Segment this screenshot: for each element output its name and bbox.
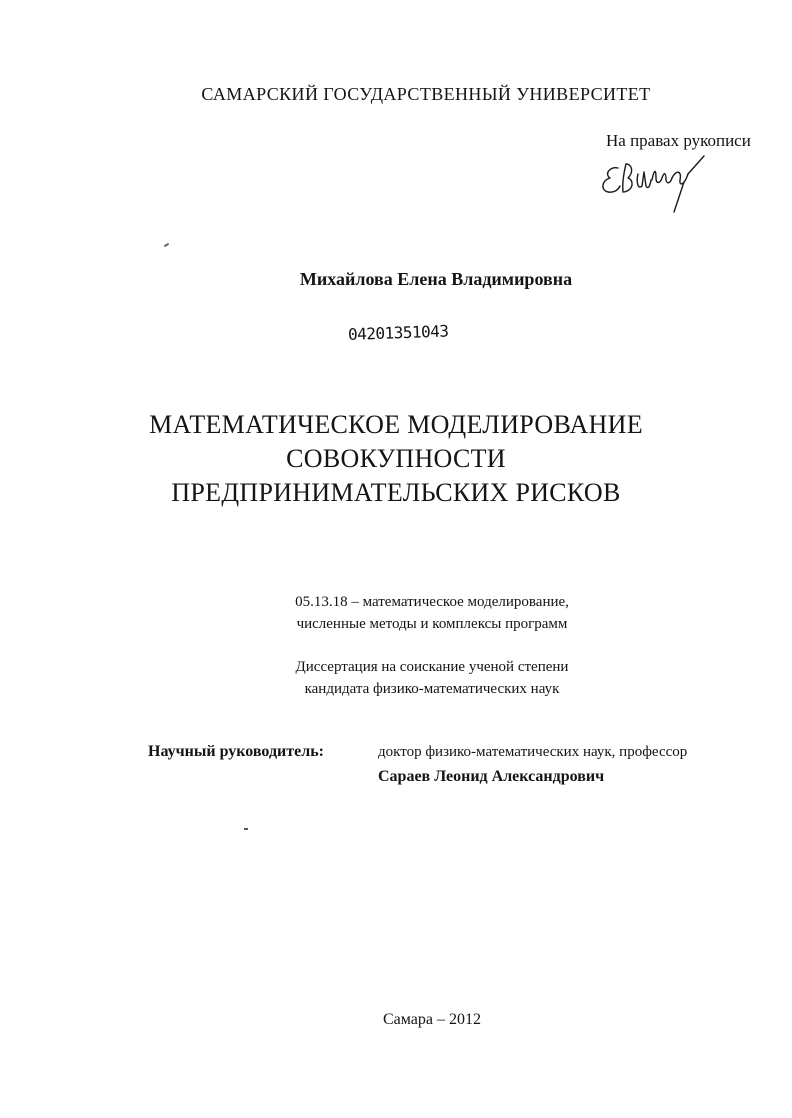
specialty-line: 05.13.18 – математическое моделирование,: [295, 594, 569, 610]
specialty-block: [36, 591, 792, 635]
scan-speck: [164, 243, 169, 247]
title-line: МАТЕМАТИЧЕСКОЕ МОДЕЛИРОВАНИЕ: [149, 410, 643, 439]
handwritten-signature-icon: [596, 150, 716, 220]
degree-block: [36, 656, 792, 700]
registration-code: 04201351043: [347, 321, 449, 344]
title-line: СОВОКУПНОСТИ: [286, 444, 506, 473]
degree-line: кандидата физико-математических наук: [304, 681, 560, 697]
rights-note: На правах рукописи: [606, 131, 751, 150]
university-name: САМАРСКИЙ ГОСУДАРСТВЕННЫЙ УНИВЕРСИТЕТ: [201, 84, 651, 104]
supervisor-title: доктор физико-математических наук, профессор: [378, 744, 688, 760]
place-year: Самара – 2012: [383, 1011, 481, 1028]
scan-speck: [244, 828, 248, 830]
supervisor-label: Научный руководитель:: [148, 743, 324, 760]
dissertation-title: [0, 408, 792, 510]
supervisor-name: Сараев Леонид Александрович: [378, 768, 605, 785]
degree-line: Диссертация на соискание ученой степени: [295, 659, 569, 675]
title-line: ПРЕДПРИНИМАТЕЛЬСКИХ РИСКОВ: [171, 478, 621, 507]
specialty-line: численные методы и комплексы программ: [296, 616, 568, 632]
author-name: Михайлова Елена Владимировна: [299, 269, 573, 289]
